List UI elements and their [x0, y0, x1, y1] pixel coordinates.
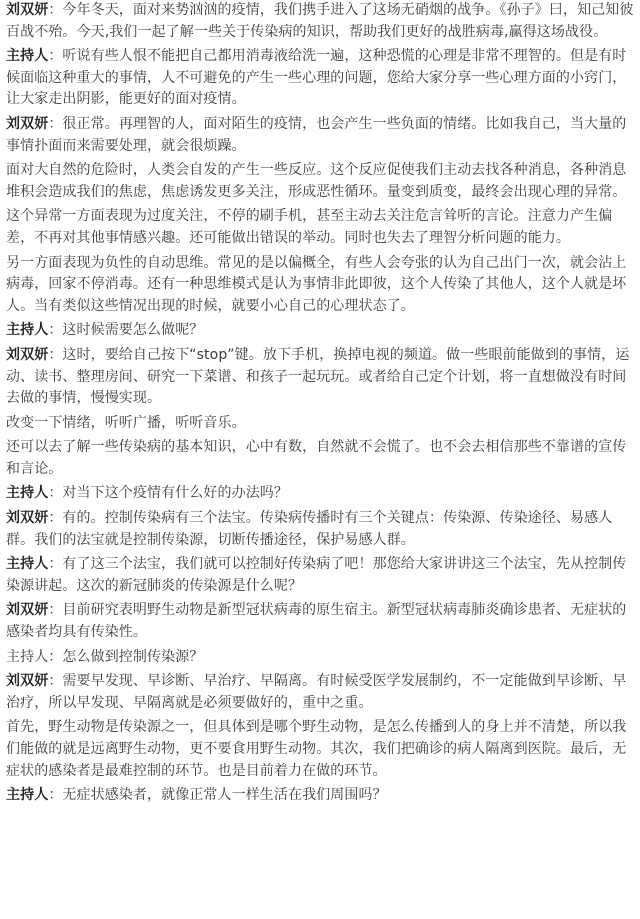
- paragraph-text: 主持人：怎么做到控制传染源？: [6, 648, 204, 665]
- paragraph: [6, 600, 634, 643]
- paragraph: [6, 345, 634, 410]
- paragraph-text: ：听说有些人恨不能把自己都用消毒液给洗一遍，这种恐慌的心理是非常不理智的。但是有时候面临这种重大的事情，人不可避免的产生一些心理的问题，您给大家分享一些心理方面的小窍门，让大家走出阴影，能更好的面对疫情。: [6, 48, 627, 108]
- paragraph: [6, 785, 634, 807]
- speaker-name: 主持人: [6, 48, 49, 65]
- paragraph: [6, 413, 634, 435]
- paragraph: [6, 483, 634, 505]
- paragraph: [6, 508, 634, 551]
- paragraph: [6, 671, 634, 714]
- paragraph-text: 这个异常一方面表现为过度关注，不停的刷手机，甚至主动去关注危言耸听的言论。注意力产生偏差，不再对其他事情感兴趣。还可能做出错误的举动。同时也失去了理智分析问题的能力。: [6, 208, 613, 246]
- paragraph: [6, 554, 634, 597]
- paragraph-text: 首先，野生动物是传染源之一，但具体到是哪个野生动物，是怎么传播到人的身上并不清楚，所以我们能做的就是远离野生动物，更不要食用野生动物。其次，我们把确诊的病人隔离到医院。最后，无症状的感染者是最难控制的环节。也是目前着力在做的环节。: [6, 719, 627, 779]
- paragraph: [6, 717, 634, 782]
- paragraph: [6, 46, 634, 111]
- speaker-name: 刘双妍: [6, 2, 49, 18]
- paragraph-text: 另一方面表现为负性的自动思维。常见的是以偏概全，有些人会夸张的认为自己出门一次，就会沾上病毒，回家不停消毒。还有一种思维模式是认为事情非此即彼，这个人传染了其他人，这个人就是坏人。当有类似这些情况出现的时候，就要小心自己的心理状态了。: [6, 254, 627, 314]
- paragraph-text: 还可以去了解一些传染病的基本知识，心中有数，自然就不会慌了。也不会去相信那些不靠谱的宣传和言论。: [6, 439, 627, 477]
- paragraph: [6, 114, 634, 157]
- speaker-name: 主持人: [6, 556, 49, 573]
- paragraph-text: ：目前研究表明野生动物是新型冠状病毒的原生宿主。新型冠状病毒肺炎确诊患者、无症状的感染者均具有传染性。: [6, 602, 627, 641]
- paragraph-text: ：需要早发现、早诊断、早治疗、早隔离。有时候受医学发展制约，不一定能做到早诊断、早治疗，所以早发现、早隔离就是必须要做好的，重中之重。: [6, 673, 627, 711]
- paragraph-text: 改变一下情绪，听听广播，听听音乐。: [6, 414, 246, 431]
- paragraph: [6, 0, 634, 43]
- speaker-name: 刘双妍: [6, 602, 49, 619]
- speaker-name: 主持人: [6, 485, 49, 502]
- paragraph-text: 面对大自然的危险时，人类会自发的产生一些反应。这个反应促使我们主动去找各种消息，各种消息堆积会造成我们的焦虑，焦虑诱发更多关注，形成恶性循环。量变到质变，最终会出现心理的异常。: [6, 162, 627, 200]
- speaker-name: 刘双妍: [6, 673, 49, 690]
- paragraph: [6, 206, 634, 249]
- paragraph-text: ：这时候需要怎么做呢？: [48, 322, 204, 339]
- speaker-name: 主持人: [6, 787, 49, 804]
- paragraph-text: ：很正常。再理智的人，面对陌生的疫情，也会产生一些负面的情绪。比如我自己，当大量的事情扑面而来需要处理，就会很烦躁。: [6, 115, 627, 154]
- paragraph-text: ：对当下这个疫情有什么好的办法吗？: [48, 485, 289, 502]
- speaker-name: 刘双妍: [6, 115, 49, 132]
- paragraph: [6, 160, 634, 203]
- paragraph-text: ：无症状感染者，就像正常人一样生活在我们周围吗？: [48, 787, 387, 804]
- paragraph-text: ：有了这三个法宝，我们就可以控制好传染病了吧！那您给大家讲讲这三个法宝，先从控制传染源讲起。这次的新冠肺炎的传染源是什么呢？: [6, 556, 627, 594]
- paragraph: [6, 320, 634, 342]
- speaker-name: 刘双妍: [6, 510, 49, 527]
- paragraph-text: ：有的。控制传染病有三个法宝。传染病传播时有三个关键点：传染源、传染途径、易感人群。我们的法宝就是控制传染源，切断传播途径，保护易感人群。: [6, 510, 613, 548]
- speaker-name: 主持人: [6, 322, 49, 339]
- paragraph: [6, 253, 634, 318]
- paragraph: [6, 647, 634, 669]
- speaker-name: 刘双妍: [6, 346, 49, 363]
- paragraph-text: ：这时，要给自己按下“stop”键。放下手机，换掉电视的频道。做一些眼前能做到的事情，运动、读书、整理房间、研究一下菜谱、和孩子一起玩玩。或者给自己定个计划，将一直想做没有时间去做的事情，慢慢实现。: [6, 346, 630, 407]
- paragraph-text: ：今年冬天，面对来势汹汹的疫情，我们携手进入了这场无硝烟的战争。《孙子》曰，知己知彼百战不殆。今天,我们一起了解一些关于传染病的知识，帮助我们更好的战胜病毒,赢得这场战役。: [6, 2, 634, 40]
- paragraph: [6, 437, 634, 480]
